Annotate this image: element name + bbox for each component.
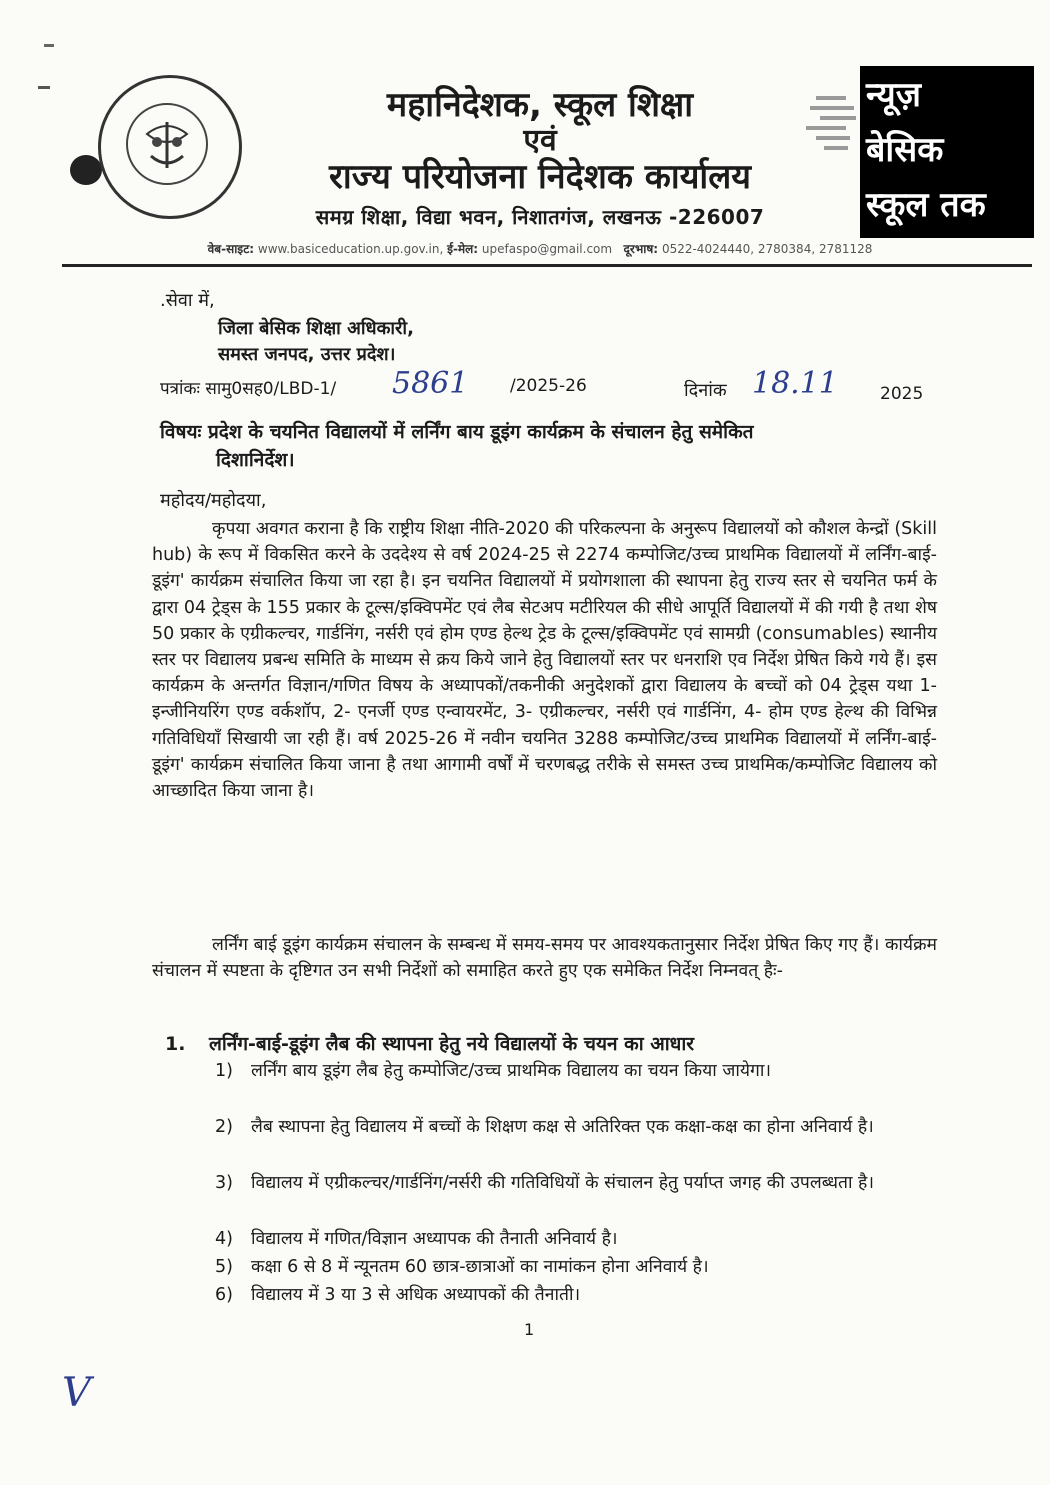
list-item-number: 1) [215, 1061, 233, 1081]
scan-mark [44, 44, 54, 47]
email: upefaspo@gmail.com [481, 242, 613, 256]
news-watermark-badge [860, 66, 1034, 238]
date-label: दिनांक [684, 380, 727, 401]
subject [160, 418, 950, 474]
addressee-line2: समस्त जनपद, उत्तर प्रदेश। [218, 344, 396, 365]
office-address: समग्र शिक्षा, विद्या भवन, निशातगंज, लखनऊ -226007 [315, 205, 765, 229]
handwritten-initials: V [62, 1370, 91, 1416]
letter-number-year: /2025-26 [510, 376, 587, 396]
list-item [215, 1282, 933, 1308]
list-item-number: 4) [215, 1229, 233, 1249]
emblem-graphic [101, 78, 233, 210]
body-paragraph-2: लर्निंग बाई डूइंग कार्यक्रम संचालन के सम्बन्ध में समय-समय पर आवश्यकतानुसार निर्देश प्रेषित किए गए हैं। कार्यक्रम संचालन में स्पष्टता के दृष्टिगत उन सभी निर्देशों को समाहित करते हुए एक समेकित निर्देश निम्नवत् हैः- [152, 935, 937, 982]
page-number: 1 [524, 1320, 535, 1339]
contact-line [150, 240, 930, 257]
section-title: लर्निंग-बाई-डूइंग लैब की स्थापना हेतु नये विद्यालयों के चयन का आधार [209, 1033, 695, 1055]
website-label: वेब-साइट: [207, 242, 255, 256]
qr-pattern-icon [806, 92, 858, 154]
state-emblem-icon [98, 75, 242, 219]
date-handwritten: 18.11 [752, 366, 838, 401]
list-item [215, 1114, 933, 1140]
list-item-text: विद्यालय में गणित/विज्ञान अध्यापक की तैनाती अनिवार्य है। [251, 1229, 618, 1249]
list-item-text: लैब स्थापना हेतु विद्यालय में बच्चों के शिक्षण कक्ष से अतिरिक्त एक कक्षा-कक्ष का होना अनिवार्य है। [251, 1117, 874, 1137]
office-title-line2: एवं [523, 123, 557, 158]
phone-label: दूरभाष: [623, 242, 659, 256]
date-year: 2025 [880, 384, 924, 404]
list-item-text: लर्निंग बाय डूइंग लैब हेतु कम्पोजिट/उच्च प्राथमिक विद्यालय का चयन किया जायेगा। [251, 1061, 772, 1081]
phone: 0522-4024440, 2780384, 2781128 [661, 242, 873, 256]
watermark-line1: न्यूज़ [866, 75, 921, 115]
list-item [215, 1058, 933, 1084]
list-item-number: 6) [215, 1285, 233, 1305]
subject-line1: विषयः प्रदेश के चयनित विद्यालयों में लर्निंग बाय डूइंग कार्यक्रम के संचालन हेतु समेकित [160, 421, 754, 443]
list-item [215, 1254, 933, 1280]
salutation: महोदय/महोदया, [160, 490, 267, 511]
list-item-number: 3) [215, 1173, 233, 1193]
letter-number-prefix: पत्रांकः सामु0सह0/LBD-1/ [160, 379, 337, 399]
office-title-line3: राज्य परियोजना निदेशक कार्यालय [328, 157, 752, 197]
section-heading [165, 1030, 694, 1056]
list-item-text: कक्षा 6 से 8 में न्यूनतम 60 छात्र-छात्राओं का नामांकन होना अनिवार्य है। [251, 1257, 709, 1277]
letter-number-handwritten: 5861 [392, 366, 469, 401]
section-number: 1. [165, 1033, 186, 1055]
subject-line2: दिशानिर्देश। [216, 449, 295, 471]
watermark-line2: बेसिक [866, 130, 944, 170]
watermark-line3: स्कूल तक [866, 185, 986, 225]
scan-mark [38, 86, 50, 89]
header-divider [62, 264, 1032, 267]
addressee-line1: जिला बेसिक शिक्षा अधिकारी, [218, 318, 414, 339]
list-item-number: 2) [215, 1117, 233, 1137]
office-title-line1: महानिदेशक, स्कूल शिक्षा [386, 85, 694, 125]
body-paragraph-1: कृपया अवगत कराना है कि राष्ट्रीय शिक्षा नीति-2020 की परिकल्पना के अनुरूप विद्यालयों को कौशल केन्द्रों (Skill hub) के रूप में विकसित करने के उददेश्य से वर्ष 2024-25 से 2274 कम्पोजिट/उच्च प्राथमिक विद्यालयों में लर्निंग-बाई-डूइंग' कार्यक्रम संचालित किया जा रहा है। इन चयनित विद्यालयों में प्रयोगशाला की स्थापना हेतु राज्य स्तर से चयनित फर्म के द्वारा 04 ट्रेड्स के 155 प्रकार के टूल्स/इक्विपमेंट एवं लैब सेटअप मटीरियल की सीधे आपूर्ति विद्यालयों में की गयी है तथा शेष 50 प्रकार के एग्रीकल्चर, गार्डनिंग, नर्सरी एवं होम एण्ड हेल्थ ट्रेड के टूल्स/इक्विपमेंट एवं सामग्री (consumables) स्थानीय स्तर पर विद्यालय प्रबन्ध समिति के माध्यम से क्रय किये जाने हेतु विद्यालयों स्तर पर धनराशि एव निर्देश प्रेषित किये गये हैं। इस कार्यक्रम के अन्तर्गत विज्ञान/गणित विषय के अध्यापकों/तकनीकी अनुदेशकों द्वारा विद्यालय के बच्चों को 04 ट्रेड्स यथा 1- इन्जीनियरिंग एण्ड वर्कशॉप, 2- एनर्जी एण्ड एन्वायरमेंट, 3- एग्रीकल्चर, नर्सरी एवं गार्डनिंग, 4- होम एण्ड हेल्थ की विभिन्न गतिविधियाँ सिखायी जा रही हैं। वर्ष 2025-26 में नवीन चयनित 3288 कम्पोजिट/उच्च प्राथमिक विद्यालयों में लर्निंग-बाई-डूइंग' कार्यक्रम संचालित किया जाना है तथा आगामी वर्षों में चरणबद्ध तरीके से समस्त उच्च प्राथमिक/कम्पोजिट विद्यालय को आच्छादित किया जाना है। [152, 519, 937, 802]
list-item [215, 1170, 933, 1196]
list-item-text: विद्यालय में एग्रीकल्चर/गार्डनिंग/नर्सरी की गतिविधियों के संचालन हेतु पर्याप्त जगह की उपलब्धता है। [251, 1173, 874, 1193]
list-item [215, 1226, 933, 1252]
list-item-text: विद्यालय में 3 या 3 से अधिक अध्यापकों की तैनाती। [251, 1285, 581, 1305]
email-label: ई-मेल: [447, 242, 479, 256]
list-item-number: 5) [215, 1257, 233, 1277]
addressee-to: .सेवा में, [160, 290, 215, 311]
website: www.basiceducation.up.gov.in, [257, 242, 444, 256]
ink-blot [70, 155, 102, 185]
